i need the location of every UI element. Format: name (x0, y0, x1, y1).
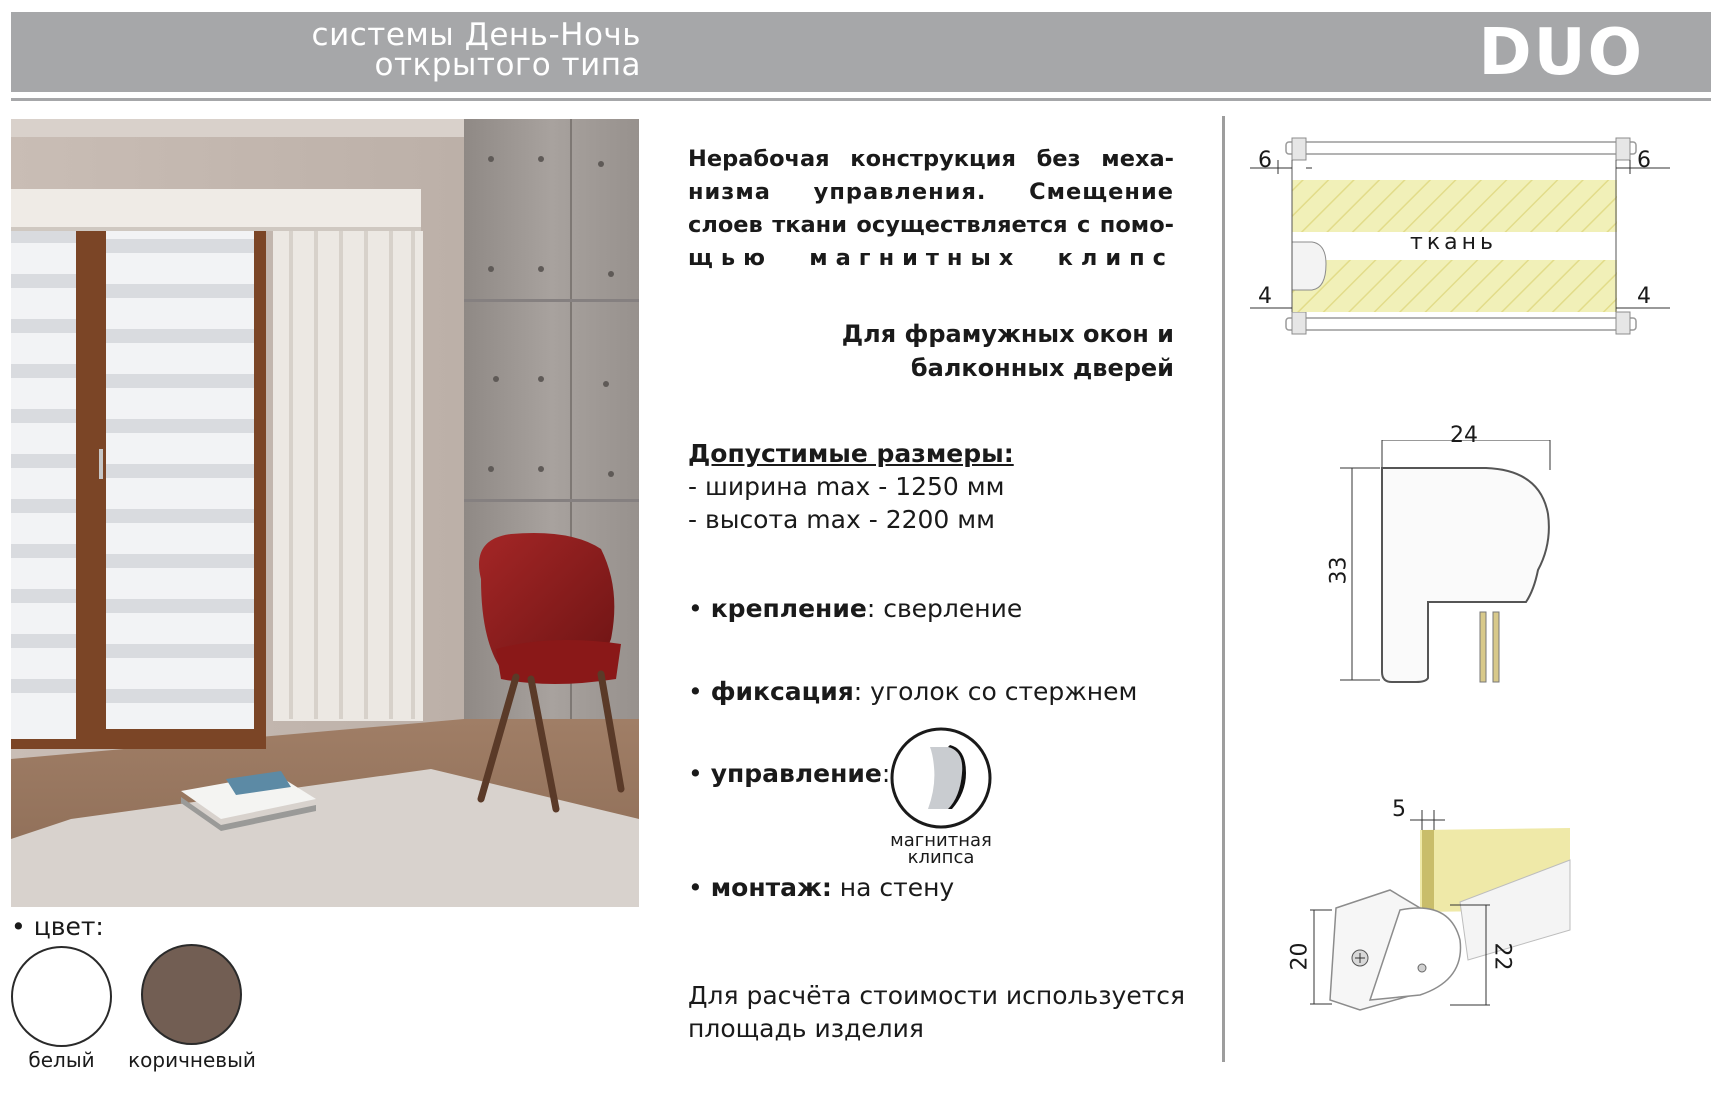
feature-mounting (688, 594, 1022, 623)
size-width: - ширина max - 1250 мм (688, 472, 1005, 501)
dim-bottom-left: 4 (1258, 284, 1272, 309)
colors-title (11, 912, 104, 941)
color-swatch-brown[interactable] (141, 944, 242, 1045)
corner-right-height-label: 22 (1489, 942, 1515, 971)
feature-fixation (688, 677, 1137, 706)
product-title: DUO (1478, 16, 1644, 90)
colors-title-text: цвет: (33, 912, 104, 941)
corner-gap-label: 5 (1392, 797, 1406, 822)
feature-value: сверление (875, 594, 1023, 623)
profile-drawing (1340, 440, 1570, 690)
pricing-line-1: Для расчёта стоимости используется (688, 981, 1186, 1010)
magnetic-clip-icon (890, 727, 992, 829)
feature-label: управление (710, 759, 882, 788)
description-line-1: Нерабочая конструкция без меха- (688, 146, 1174, 172)
bullet: • (11, 912, 34, 941)
sizes-title: Допустимые размеры: (688, 439, 1014, 468)
feature-label: монтаж: (710, 873, 832, 902)
color-name-white: белый (28, 1048, 95, 1072)
purpose-line-2: балконных дверей (910, 354, 1174, 382)
bullet: • (688, 759, 711, 788)
feature-control (688, 759, 890, 788)
profile-height-label: 33 (1326, 556, 1352, 585)
dim-top-left: 6 (1258, 148, 1272, 173)
feature-label: крепление (710, 594, 867, 623)
bullet: • (688, 677, 711, 706)
purpose-line-1: Для фрамужных окон и (841, 320, 1174, 348)
feature-value: уголок со стержнем (862, 677, 1138, 706)
feature-installation (688, 873, 954, 902)
color-swatch-white[interactable] (11, 946, 112, 1047)
column-divider (1222, 116, 1225, 1062)
pricing-line-2: площадь изделия (688, 1014, 924, 1043)
description-line-4: щью магнитных клипс (688, 245, 1174, 271)
feature-value: на стену (831, 873, 955, 902)
fabric-label: ткань (1410, 230, 1497, 255)
color-name-brown: коричневый (128, 1048, 256, 1072)
feature-label: фиксация (710, 677, 854, 706)
room-photo (11, 119, 639, 907)
clip-caption-line-2: клипса (907, 847, 975, 868)
dim-top-right: 6 (1637, 148, 1651, 173)
header-subtitle-line-1: системы День-Ночь (311, 17, 641, 53)
description-line-2: низма управления. Смещение (688, 179, 1174, 205)
feature-separator: : (881, 759, 891, 788)
corner-left-height-label: 20 (1287, 942, 1313, 971)
bullet: • (688, 873, 711, 902)
profile-width-label: 24 (1450, 423, 1478, 448)
size-height: - высота max - 2200 мм (688, 505, 995, 534)
corner-mount-drawing (1300, 790, 1580, 1020)
header-divider (11, 98, 1711, 101)
feature-separator: : (866, 594, 876, 623)
dim-bottom-right: 4 (1637, 284, 1651, 309)
bullet: • (688, 594, 711, 623)
description-line-3: слоев ткани осуществляется с помо- (688, 212, 1174, 238)
header-subtitle-line-2: открытого типа (374, 47, 641, 83)
clip-caption-line-1: магнитная (890, 830, 992, 851)
feature-separator: : (853, 677, 863, 706)
